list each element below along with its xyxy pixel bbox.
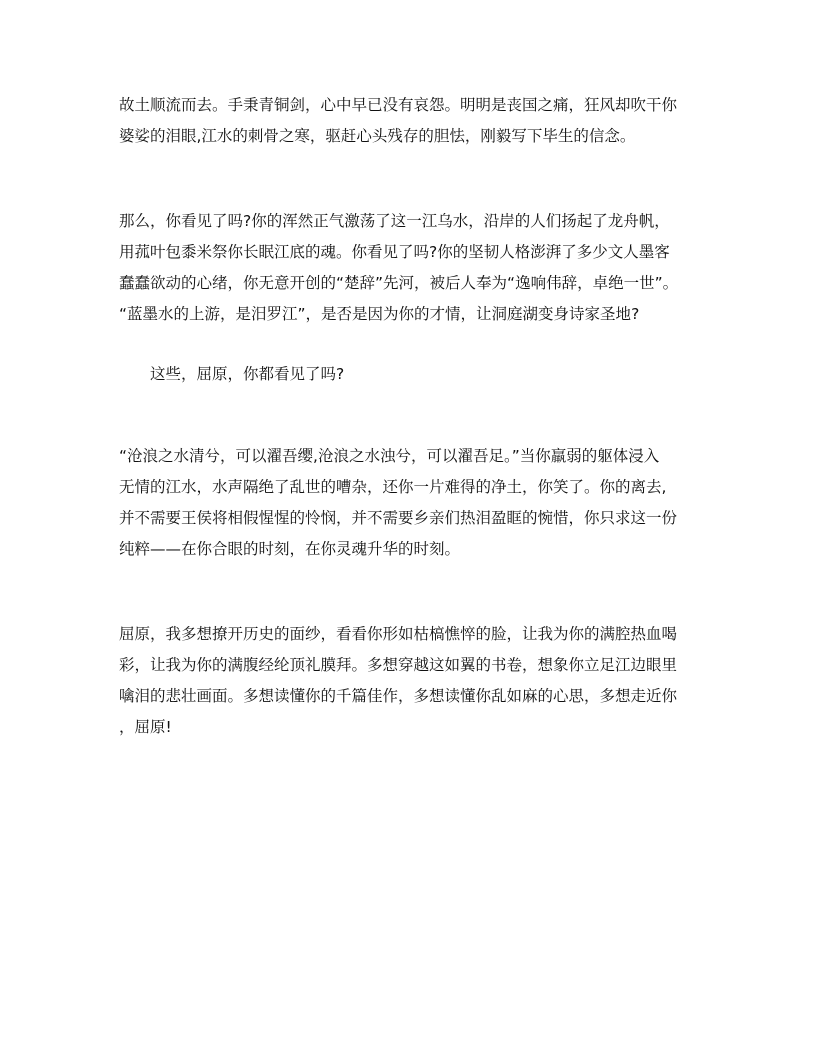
paragraph-4-line-4: 纯粹——在你合眼的时刻，在你灵魂升华的时刻。: [119, 540, 461, 558]
paragraph-4-line-3: 并不需要王侯将相假惺惺的怜悯，并不需要乡亲们热泪盈眶的惋惜，你只求这一份: [119, 509, 678, 527]
paragraph-1-line-2: 婆娑的泪眼,江水的刺骨之寒，驱赶心头残存的胆怯，刚毅写下毕生的信念。: [119, 127, 636, 145]
paragraph-2-line-3: 蠢蠢欲动的心绪，你无意开创的“楚辞”先河，被后人奉为“逸响伟辞，卓绝一世”。: [119, 274, 679, 292]
paragraph-2-line-2: 用菰叶包黍米祭你长眠江底的魂。你看见了吗?你的坚韧人格澎湃了多少文人墨客: [119, 243, 670, 261]
paragraph-2-line-4: “蓝墨水的上游，是汨罗江”，是否是因为你的才情，让洞庭湖变身诗家圣地?: [119, 305, 640, 323]
paragraph-2-line-1: 那么，你看见了吗?你的浑然正气激荡了这一江乌水，沿岸的人们扬起了龙舟帆，: [119, 212, 670, 230]
paragraph-3-line-1: 这些，屈原，你都看见了吗?: [150, 365, 345, 383]
paragraph-5-line-4: ，屈原!: [119, 718, 172, 736]
paragraph-5-line-2: 彩，让我为你的满腹经纶顶礼膜拜。多想穿越这如翼的书卷，想象你立足江边眼里: [119, 656, 678, 674]
paragraph-4-line-1: “沧浪之水清兮，可以濯吾缨,沧浪之水浊兮，可以濯吾足。”当你羸弱的躯体浸入: [119, 447, 660, 465]
paragraph-4-line-2: 无情的江水，水声隔绝了乱世的嘈杂，还你一片难得的净土，你笑了。你的离去,: [119, 478, 667, 496]
paragraph-5-line-1: 屈原，我多想撩开历史的面纱，看看你形如枯槁憔悴的脸，让我为你的满腔热血喝: [119, 625, 678, 643]
paragraph-5-line-3: 噙泪的悲壮画面。多想读懂你的千篇佳作，多想读懂你乱如麻的心思，多想走近你: [119, 687, 678, 705]
paragraph-1-line-1: 故土顺流而去。手秉青铜剑，心中早已没有哀怨。明明是丧国之痛，狂风却吹干你: [119, 96, 678, 114]
